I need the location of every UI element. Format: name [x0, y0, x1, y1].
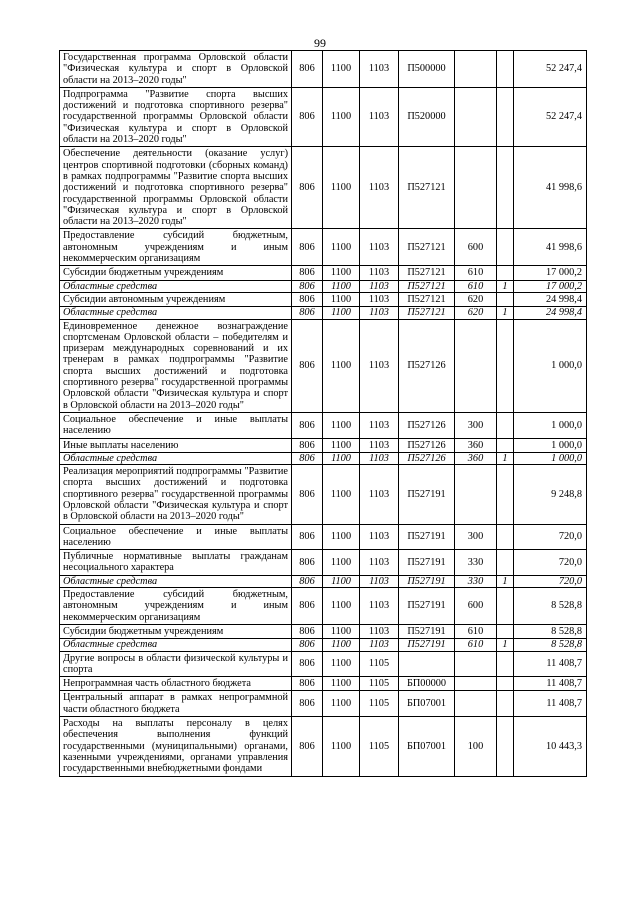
cell-vr [455, 319, 497, 412]
table-row [60, 229, 587, 266]
cell-amount: 720,0 [514, 575, 587, 587]
cell-section: 1100 [323, 292, 360, 306]
cell-target: П527191 [399, 550, 455, 576]
cell-name: Областные средства [60, 639, 292, 651]
cell-source: 1 [497, 639, 514, 651]
cell-ministry: 806 [292, 651, 323, 677]
cell-subsection: 1103 [360, 229, 399, 266]
regional-funds-row [60, 452, 587, 464]
cell-subsection: 1103 [360, 51, 399, 88]
cell-target: П527121 [399, 292, 455, 306]
cell-section: 1100 [323, 147, 360, 229]
cell-source [497, 691, 514, 717]
cell-subsection: 1103 [360, 550, 399, 576]
cell-name: Реализация мероприятий подпрограммы "Развитие спорта высших достижений и подготовка спортивного резерва" государственной программы Орловской области "Физическая культура и спорт в Орловской области на 2013–2020 годы" [60, 465, 292, 524]
cell-amount: 720,0 [514, 524, 587, 550]
cell-target: П527191 [399, 639, 455, 651]
cell-amount: 52 247,4 [514, 87, 587, 146]
cell-name: Центральный аппарат в рамках непрограммной части областного бюджета [60, 691, 292, 717]
cell-amount: 1 000,0 [514, 438, 587, 452]
cell-vr: 100 [455, 717, 497, 776]
cell-source [497, 465, 514, 524]
cell-amount: 41 998,6 [514, 229, 587, 266]
cell-source [497, 677, 514, 691]
table-row [60, 438, 587, 452]
cell-source [497, 524, 514, 550]
cell-ministry: 806 [292, 588, 323, 625]
cell-target: П527126 [399, 319, 455, 412]
cell-target: П527191 [399, 624, 455, 638]
regional-funds-row [60, 575, 587, 587]
cell-vr [455, 691, 497, 717]
cell-name: Непрограммная часть областного бюджета [60, 677, 292, 691]
table-row [60, 624, 587, 638]
cell-source: 1 [497, 307, 514, 319]
cell-amount: 24 998,4 [514, 292, 587, 306]
table-row [60, 677, 587, 691]
cell-ministry: 806 [292, 691, 323, 717]
cell-vr [455, 51, 497, 88]
cell-vr: 600 [455, 229, 497, 266]
cell-ministry: 806 [292, 87, 323, 146]
cell-vr: 300 [455, 412, 497, 438]
table-row [60, 87, 587, 146]
cell-name: Единовременное денежное вознаграждение спортсменам Орловской области – победителям и призерам международных соревнований и их тренерам в рамках подпрограммы "Развитие спорта высших достижений и подготовка спортивного резерва" государственной программы Орловской области "Физическая культура и спорт в Орловской области на 2013–2020 годы" [60, 319, 292, 412]
cell-section: 1100 [323, 651, 360, 677]
cell-subsection: 1103 [360, 624, 399, 638]
cell-amount: 8 528,8 [514, 588, 587, 625]
cell-vr [455, 147, 497, 229]
cell-subsection: 1103 [360, 147, 399, 229]
table-row [60, 51, 587, 88]
cell-subsection: 1103 [360, 438, 399, 452]
cell-target: П527121 [399, 147, 455, 229]
cell-target: П527191 [399, 465, 455, 524]
table-row [60, 292, 587, 306]
cell-vr: 330 [455, 550, 497, 576]
cell-target: П520000 [399, 87, 455, 146]
cell-source [497, 412, 514, 438]
cell-vr: 610 [455, 639, 497, 651]
budget-table [59, 50, 587, 777]
cell-section: 1100 [323, 51, 360, 88]
cell-target: П527121 [399, 229, 455, 266]
table-row [60, 465, 587, 524]
cell-section: 1100 [323, 307, 360, 319]
cell-vr: 360 [455, 452, 497, 464]
cell-source [497, 147, 514, 229]
cell-source [497, 87, 514, 146]
table-row [60, 412, 587, 438]
cell-name: Предоставление субсидий бюджетным, автономным учреждениям и иным некоммерческим организациям [60, 229, 292, 266]
cell-name: Социальное обеспечение и иные выплаты населению [60, 412, 292, 438]
cell-name: Публичные нормативные выплаты гражданам несоциального характера [60, 550, 292, 576]
cell-name: Государственная программа Орловской области "Физическая культура и спорт в Орловской области на 2013–2020 годы" [60, 51, 292, 88]
cell-amount: 8 528,8 [514, 639, 587, 651]
cell-subsection: 1103 [360, 575, 399, 587]
cell-amount: 11 408,7 [514, 651, 587, 677]
cell-target: П527126 [399, 412, 455, 438]
cell-section: 1100 [323, 438, 360, 452]
regional-funds-row [60, 307, 587, 319]
cell-name: Подпрограмма "Развитие спорта высших достижений и подготовка спортивного резерва" государственной программы Орловской области "Физическая культура и спорт в Орловской области на 2013–2020 годы" [60, 87, 292, 146]
table-row [60, 147, 587, 229]
cell-subsection: 1103 [360, 319, 399, 412]
cell-amount: 1 000,0 [514, 319, 587, 412]
cell-source [497, 438, 514, 452]
cell-vr: 610 [455, 624, 497, 638]
table-row [60, 691, 587, 717]
cell-name: Расходы на выплаты персоналу в целях обеспечения выполнения функций государственными (муниципальными) органами, казенными учреждениями, органами управления государственными внебюджетными фондами [60, 717, 292, 776]
cell-subsection: 1103 [360, 452, 399, 464]
cell-subsection: 1103 [360, 280, 399, 292]
cell-amount: 1 000,0 [514, 452, 587, 464]
cell-vr [455, 677, 497, 691]
cell-subsection: 1105 [360, 651, 399, 677]
cell-source [497, 319, 514, 412]
cell-name: Социальное обеспечение и иные выплаты населению [60, 524, 292, 550]
cell-name: Областные средства [60, 280, 292, 292]
cell-target: БП07001 [399, 691, 455, 717]
cell-amount: 720,0 [514, 550, 587, 576]
cell-ministry: 806 [292, 550, 323, 576]
regional-funds-row [60, 280, 587, 292]
cell-name: Субсидии автономным учреждениям [60, 292, 292, 306]
cell-name: Обеспечение деятельности (оказание услуг) центров спортивной подготовки (сборных команд) в рамках подпрограммы "Развитие спорта высших достижений и подготовка спортивного резерва" государственной программы Орловской области "Физическая культура и спорт в Орловской области на 2013–2020 годы" [60, 147, 292, 229]
table-row [60, 550, 587, 576]
cell-section: 1100 [323, 412, 360, 438]
cell-ministry: 806 [292, 412, 323, 438]
table-row [60, 266, 587, 280]
cell-amount: 24 998,4 [514, 307, 587, 319]
table-row [60, 319, 587, 412]
cell-section: 1100 [323, 717, 360, 776]
cell-subsection: 1103 [360, 266, 399, 280]
cell-subsection: 1105 [360, 691, 399, 717]
cell-name: Областные средства [60, 452, 292, 464]
cell-section: 1100 [323, 452, 360, 464]
cell-ministry: 806 [292, 319, 323, 412]
cell-section: 1100 [323, 639, 360, 651]
cell-name: Субсидии бюджетным учреждениям [60, 266, 292, 280]
cell-target: П527126 [399, 452, 455, 464]
cell-target: П500000 [399, 51, 455, 88]
cell-section: 1100 [323, 624, 360, 638]
cell-section: 1100 [323, 280, 360, 292]
cell-subsection: 1103 [360, 465, 399, 524]
cell-ministry: 806 [292, 717, 323, 776]
cell-name: Областные средства [60, 307, 292, 319]
cell-ministry: 806 [292, 266, 323, 280]
cell-name: Предоставление субсидий бюджетным, автономным учреждениям и иным некоммерческим организациям [60, 588, 292, 625]
cell-vr: 620 [455, 307, 497, 319]
cell-section: 1100 [323, 691, 360, 717]
cell-vr: 300 [455, 524, 497, 550]
cell-source: 1 [497, 575, 514, 587]
cell-source [497, 51, 514, 88]
cell-source: 1 [497, 452, 514, 464]
cell-target: П527121 [399, 266, 455, 280]
cell-vr [455, 651, 497, 677]
cell-target: П527121 [399, 307, 455, 319]
cell-amount: 10 443,3 [514, 717, 587, 776]
cell-amount: 17 000,2 [514, 280, 587, 292]
cell-target: БП07001 [399, 717, 455, 776]
cell-subsection: 1105 [360, 677, 399, 691]
cell-subsection: 1103 [360, 588, 399, 625]
cell-amount: 41 998,6 [514, 147, 587, 229]
cell-subsection: 1103 [360, 87, 399, 146]
cell-target: БП00000 [399, 677, 455, 691]
cell-section: 1100 [323, 524, 360, 550]
cell-ministry: 806 [292, 147, 323, 229]
cell-ministry: 806 [292, 524, 323, 550]
cell-subsection: 1103 [360, 307, 399, 319]
cell-ministry: 806 [292, 624, 323, 638]
cell-amount: 8 528,8 [514, 624, 587, 638]
cell-vr: 620 [455, 292, 497, 306]
cell-ministry: 806 [292, 639, 323, 651]
cell-name: Другие вопросы в области физической культуры и спорта [60, 651, 292, 677]
table-row [60, 717, 587, 776]
cell-section: 1100 [323, 550, 360, 576]
cell-source [497, 717, 514, 776]
regional-funds-row [60, 639, 587, 651]
cell-vr: 330 [455, 575, 497, 587]
cell-subsection: 1103 [360, 412, 399, 438]
cell-vr [455, 87, 497, 146]
cell-section: 1100 [323, 266, 360, 280]
cell-name: Иные выплаты населению [60, 438, 292, 452]
cell-vr: 360 [455, 438, 497, 452]
table-row [60, 588, 587, 625]
cell-amount: 11 408,7 [514, 691, 587, 717]
cell-name: Субсидии бюджетным учреждениям [60, 624, 292, 638]
cell-ministry: 806 [292, 51, 323, 88]
cell-amount: 9 248,8 [514, 465, 587, 524]
cell-name: Областные средства [60, 575, 292, 587]
cell-source [497, 292, 514, 306]
cell-ministry: 806 [292, 677, 323, 691]
cell-ministry: 806 [292, 452, 323, 464]
cell-ministry: 806 [292, 465, 323, 524]
cell-ministry: 806 [292, 575, 323, 587]
cell-section: 1100 [323, 319, 360, 412]
cell-target [399, 651, 455, 677]
cell-section: 1100 [323, 465, 360, 524]
cell-source [497, 550, 514, 576]
cell-ministry: 806 [292, 292, 323, 306]
cell-subsection: 1103 [360, 292, 399, 306]
cell-source [497, 624, 514, 638]
cell-vr: 610 [455, 280, 497, 292]
cell-target: П527126 [399, 438, 455, 452]
cell-vr: 610 [455, 266, 497, 280]
cell-amount: 52 247,4 [514, 51, 587, 88]
cell-section: 1100 [323, 575, 360, 587]
cell-source: 1 [497, 280, 514, 292]
cell-target: П527191 [399, 524, 455, 550]
cell-section: 1100 [323, 229, 360, 266]
cell-section: 1100 [323, 588, 360, 625]
cell-amount: 11 408,7 [514, 677, 587, 691]
cell-ministry: 806 [292, 438, 323, 452]
cell-amount: 1 000,0 [514, 412, 587, 438]
cell-subsection: 1103 [360, 524, 399, 550]
cell-source [497, 266, 514, 280]
table-row [60, 524, 587, 550]
cell-section: 1100 [323, 87, 360, 146]
cell-source [497, 651, 514, 677]
cell-ministry: 806 [292, 307, 323, 319]
cell-vr: 600 [455, 588, 497, 625]
cell-ministry: 806 [292, 280, 323, 292]
cell-amount: 17 000,2 [514, 266, 587, 280]
cell-subsection: 1103 [360, 639, 399, 651]
cell-source [497, 588, 514, 625]
cell-target: П527121 [399, 280, 455, 292]
cell-source [497, 229, 514, 266]
cell-ministry: 806 [292, 229, 323, 266]
table-row [60, 651, 587, 677]
cell-vr [455, 465, 497, 524]
page-number: 99 [314, 36, 326, 50]
cell-section: 1100 [323, 677, 360, 691]
cell-target: П527191 [399, 575, 455, 587]
cell-subsection: 1105 [360, 717, 399, 776]
cell-target: П527191 [399, 588, 455, 625]
